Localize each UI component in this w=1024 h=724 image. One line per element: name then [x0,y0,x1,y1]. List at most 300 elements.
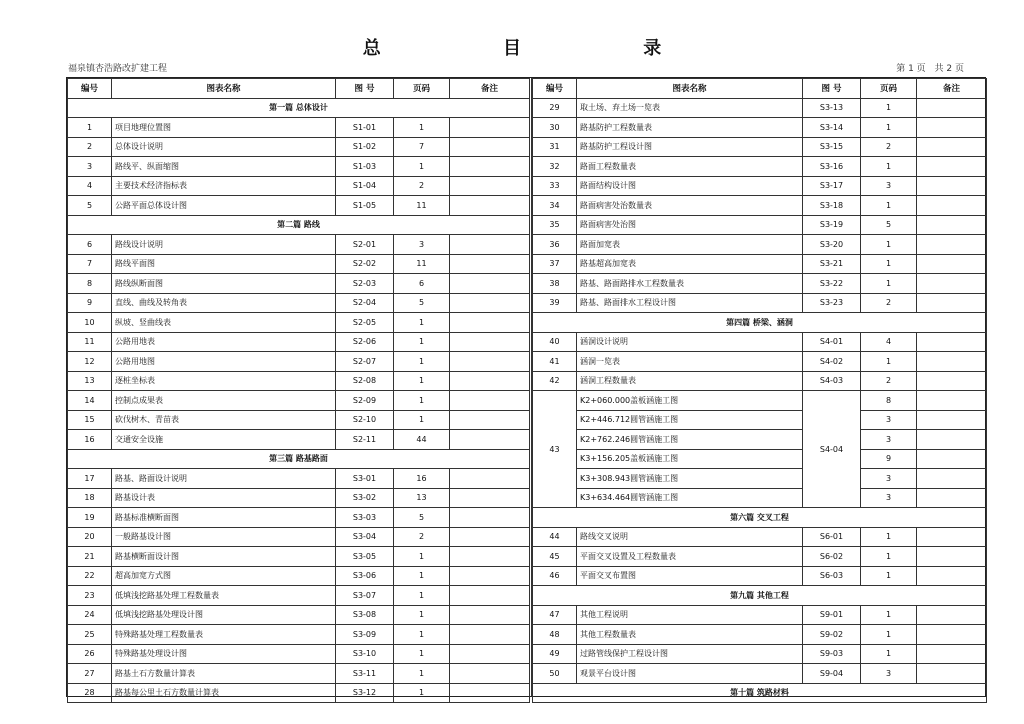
item-number: 18 [68,488,112,508]
table-row [533,215,987,235]
table-row [68,196,530,216]
item-number: 35 [533,215,577,235]
page-count: 3 [861,469,917,489]
drawing-code: S3-05 [336,547,394,567]
drawing-code: S6-02 [803,547,861,567]
item-number: 13 [68,371,112,391]
page-count: 3 [861,430,917,450]
drawing-name: 公路平面总体设计图 [112,196,336,216]
item-number: 3 [68,157,112,177]
drawing-name: 一般路基设计图 [112,527,336,547]
page-count: 8 [861,391,917,411]
table-row [68,137,530,157]
header-row [533,79,987,99]
item-number: 43 [533,391,577,508]
catalog-table-right [532,78,987,703]
section-row [533,313,987,333]
drawing-name: 路基横断面设计图 [112,547,336,567]
drawing-code: S3-02 [336,488,394,508]
drawing-code: S9-04 [803,664,861,684]
page-count: 1 [861,118,917,138]
item-number: 15 [68,410,112,430]
item-number: 14 [68,391,112,411]
remark [450,430,530,450]
page-count: 3 [394,235,450,255]
item-number: 44 [533,527,577,547]
remark [450,469,530,489]
drawing-name: 涵洞工程数量表 [577,371,803,391]
drawing-code: S3-12 [336,683,394,703]
item-number: 34 [533,196,577,216]
table-row [68,254,530,274]
header-name: 图表名称 [577,79,803,99]
remark [450,196,530,216]
remark [917,430,987,450]
drawing-name: 路面加宽表 [577,235,803,255]
table-row [68,586,530,606]
drawing-code: S3-08 [336,605,394,625]
remark [450,137,530,157]
remark [450,332,530,352]
item-number: 29 [533,98,577,118]
remark [917,352,987,372]
remark [450,118,530,138]
header-no: 编号 [68,79,112,99]
header-remark: 备注 [450,79,530,99]
drawing-name: 公路用地表 [112,332,336,352]
section-row [68,449,530,469]
remark [917,527,987,547]
item-number: 24 [68,605,112,625]
page-count: 4 [861,332,917,352]
drawing-code: S2-10 [336,410,394,430]
table-row [533,118,987,138]
section-row [68,98,530,118]
drawing-name: 路基设计表 [112,488,336,508]
drawing-name: 其他工程说明 [577,605,803,625]
item-number: 46 [533,566,577,586]
page-count: 1 [394,410,450,430]
remark [450,508,530,528]
table-row [533,157,987,177]
remark [450,527,530,547]
page-count: 11 [394,254,450,274]
drawing-name: 其他工程数量表 [577,625,803,645]
table-row [533,547,987,567]
remark [450,274,530,294]
remark [917,235,987,255]
remark [450,625,530,645]
page-count: 9 [861,449,917,469]
page-count: 1 [861,605,917,625]
table-row [68,157,530,177]
drawing-name: 砍伐树木、青苗表 [112,410,336,430]
section-title: 第三篇 路基路面 [68,449,530,469]
table-row [533,235,987,255]
item-number: 17 [68,469,112,489]
item-number: 16 [68,430,112,450]
remark [917,605,987,625]
table-row [533,527,987,547]
drawing-code: S3-11 [336,664,394,684]
drawing-name: 观景平台设计图 [577,664,803,684]
table-row [533,176,987,196]
item-number: 1 [68,118,112,138]
table-row [68,371,530,391]
drawing-name: 纵坡、竖曲线表 [112,313,336,333]
table-row [533,644,987,664]
drawing-code: S2-11 [336,430,394,450]
item-number: 5 [68,196,112,216]
table-row [68,235,530,255]
table-row [533,469,987,489]
drawing-code: S1-03 [336,157,394,177]
remark [917,566,987,586]
page-count: 1 [861,254,917,274]
drawing-name: 路基防护工程数量表 [577,118,803,138]
drawing-code: S3-19 [803,215,861,235]
drawing-name: 路线平面图 [112,254,336,274]
table-row [533,391,987,411]
table-row [533,664,987,684]
page-count: 1 [394,605,450,625]
item-number: 26 [68,644,112,664]
drawing-name: 逐桩坐标表 [112,371,336,391]
page-count: 1 [394,332,450,352]
drawing-code: S2-09 [336,391,394,411]
remark [917,469,987,489]
remark [450,313,530,333]
page-total: 共 2 页 [934,64,964,74]
table-row [533,352,987,372]
page-count: 1 [394,683,450,703]
drawing-name: 路基、路面排水工程设计图 [577,293,803,313]
page-count: 2 [394,176,450,196]
page-count: 2 [394,527,450,547]
drawing-name: 项目地理位置图 [112,118,336,138]
drawing-code: S3-16 [803,157,861,177]
section-title: 第九篇 其他工程 [533,586,987,606]
remark [450,664,530,684]
item-number: 23 [68,586,112,606]
drawing-name: K3+156.205盖板涵施工图 [577,449,803,469]
remark [917,137,987,157]
page-count: 1 [861,352,917,372]
drawing-name: K3+634.464圆管涵施工图 [577,488,803,508]
remark [450,293,530,313]
remark [450,371,530,391]
remark [917,547,987,567]
header-pages: 页码 [394,79,450,99]
remark [917,118,987,138]
drawing-name: 路面工程数量表 [577,157,803,177]
page-count: 3 [861,410,917,430]
drawing-name: 平面交叉设置及工程数量表 [577,547,803,567]
table-row [68,683,530,703]
item-number: 37 [533,254,577,274]
page-count: 5 [394,508,450,528]
item-number: 41 [533,352,577,372]
item-number: 42 [533,371,577,391]
item-number: 7 [68,254,112,274]
drawing-code: S2-07 [336,352,394,372]
page-count: 1 [861,527,917,547]
section-row [533,586,987,606]
item-number: 12 [68,352,112,372]
drawing-name: 路面病害处治图 [577,215,803,235]
page-count: 1 [861,235,917,255]
drawing-code: S9-03 [803,644,861,664]
drawing-code: S3-22 [803,274,861,294]
remark [450,488,530,508]
drawing-name: 低填浅挖路基处理工程数量表 [112,586,336,606]
table-row [68,488,530,508]
remark [917,371,987,391]
drawing-name: 路线设计说明 [112,235,336,255]
drawing-name: 特殊路基处理设计图 [112,644,336,664]
page-count: 1 [861,625,917,645]
item-number: 28 [68,683,112,703]
drawing-name: 平面交叉布置图 [577,566,803,586]
drawing-code: S3-01 [336,469,394,489]
drawing-code: S3-04 [336,527,394,547]
remark [450,586,530,606]
drawing-code: S3-14 [803,118,861,138]
table-row [68,313,530,333]
drawing-name: 路基超高加宽表 [577,254,803,274]
drawing-name: 路基、路面设计说明 [112,469,336,489]
remark [917,176,987,196]
drawing-name: 总体设计说明 [112,137,336,157]
item-number: 32 [533,157,577,177]
drawing-name: 路面结构设计图 [577,176,803,196]
drawing-code: S6-01 [803,527,861,547]
drawing-name: 交通安全设施 [112,430,336,450]
item-number: 50 [533,664,577,684]
drawing-code: S9-01 [803,605,861,625]
section-title: 第二篇 路线 [68,215,530,235]
drawing-code: S2-03 [336,274,394,294]
section-row [533,508,987,528]
page-count: 5 [861,215,917,235]
table-row [68,625,530,645]
drawing-name: 路基标准横断面图 [112,508,336,528]
header-no: 编号 [533,79,577,99]
item-number: 31 [533,137,577,157]
drawing-code: S3-09 [336,625,394,645]
section-row [68,215,530,235]
header-code: 图 号 [803,79,861,99]
header-code: 图 号 [336,79,394,99]
item-number: 2 [68,137,112,157]
table-row [533,410,987,430]
drawing-code: S4-02 [803,352,861,372]
page-count: 1 [861,547,917,567]
header-row [68,79,530,99]
remark [917,215,987,235]
drawing-code: S6-03 [803,566,861,586]
section-row [533,683,987,703]
remark [917,98,987,118]
drawing-name: 取土场、弃土场一览表 [577,98,803,118]
table-row [68,410,530,430]
item-number: 11 [68,332,112,352]
drawing-code: S3-07 [336,586,394,606]
drawing-code: S2-05 [336,313,394,333]
item-number: 22 [68,566,112,586]
table-row [533,137,987,157]
drawing-code: S3-10 [336,644,394,664]
drawing-code: S9-02 [803,625,861,645]
item-number: 30 [533,118,577,138]
remark [450,254,530,274]
item-number: 40 [533,332,577,352]
drawing-code: S2-01 [336,235,394,255]
table-row [68,391,530,411]
table-row [533,293,987,313]
page-count: 1 [394,664,450,684]
drawing-name: K2+762.246圆管涵施工图 [577,430,803,450]
drawing-name: 低填浅挖路基处理设计图 [112,605,336,625]
item-number: 49 [533,644,577,664]
drawing-code: S3-23 [803,293,861,313]
drawing-name: K3+308.943圆管涵施工图 [577,469,803,489]
table-row [533,274,987,294]
remark [917,293,987,313]
table-row [68,664,530,684]
table-row [68,332,530,352]
remark [917,274,987,294]
drawing-code: S4-04 [803,391,861,508]
remark [917,644,987,664]
catalog-table-left [67,78,530,703]
page-count: 16 [394,469,450,489]
page-count: 2 [861,137,917,157]
table-row [533,332,987,352]
section-title: 第一篇 总体设计 [68,98,530,118]
remark [450,683,530,703]
drawing-name: 路基土石方数量计算表 [112,664,336,684]
page-count: 1 [861,644,917,664]
drawing-code: S4-03 [803,371,861,391]
drawing-code: S3-20 [803,235,861,255]
header-name: 图表名称 [112,79,336,99]
table-row [533,98,987,118]
page-count: 44 [394,430,450,450]
drawing-name: 路线平、纵面缩图 [112,157,336,177]
catalog-frame [66,77,986,697]
table-row [68,274,530,294]
item-number: 20 [68,527,112,547]
item-number: 39 [533,293,577,313]
table-row [68,644,530,664]
drawing-name: K2+446.712圆管涵施工图 [577,410,803,430]
section-title: 第六篇 交叉工程 [533,508,987,528]
table-row [533,566,987,586]
page-count: 3 [861,176,917,196]
table-row [68,293,530,313]
header-pages: 页码 [861,79,917,99]
item-number: 10 [68,313,112,333]
item-number: 4 [68,176,112,196]
page-count: 1 [861,566,917,586]
page-count: 1 [394,352,450,372]
item-number: 45 [533,547,577,567]
table-row [68,118,530,138]
item-number: 6 [68,235,112,255]
item-number: 9 [68,293,112,313]
remark [450,566,530,586]
drawing-code: S3-18 [803,196,861,216]
drawing-code: S3-06 [336,566,394,586]
remark [450,605,530,625]
drawing-name: 路基、路面路排水工程数量表 [577,274,803,294]
table-row [68,566,530,586]
header-remark: 备注 [917,79,987,99]
remark [450,547,530,567]
remark [917,488,987,508]
item-number: 36 [533,235,577,255]
drawing-name: 路基防护工程设计图 [577,137,803,157]
drawing-code: S2-02 [336,254,394,274]
drawing-code: S3-03 [336,508,394,528]
page-count: 1 [861,98,917,118]
item-number: 33 [533,176,577,196]
page-count: 1 [861,196,917,216]
drawing-code: S4-01 [803,332,861,352]
drawing-name: 超高加宽方式图 [112,566,336,586]
page-count: 1 [394,313,450,333]
table-row [533,625,987,645]
remark [917,196,987,216]
drawing-name: 路线交叉说明 [577,527,803,547]
remark [917,410,987,430]
page-title: 总 目 录 [362,38,720,59]
item-number: 21 [68,547,112,567]
drawing-code: S3-21 [803,254,861,274]
remark [450,644,530,664]
table-row [68,352,530,372]
remark [450,235,530,255]
remark [917,254,987,274]
item-number: 25 [68,625,112,645]
table-row [68,176,530,196]
section-title: 第四篇 桥梁、涵洞 [533,313,987,333]
drawing-name: 路基每公里土石方数量计算表 [112,683,336,703]
page-count: 1 [394,157,450,177]
drawing-code: S1-02 [336,137,394,157]
drawing-name: 公路用地图 [112,352,336,372]
remark [917,391,987,411]
table-row [533,196,987,216]
page-count: 1 [861,157,917,177]
drawing-name: 特殊路基处理工程数量表 [112,625,336,645]
remark [450,410,530,430]
drawing-code: S1-01 [336,118,394,138]
drawing-name: K2+060.000盖板涵施工图 [577,391,803,411]
drawing-code: S1-05 [336,196,394,216]
drawing-name: 控制点成果表 [112,391,336,411]
page-count: 1 [394,566,450,586]
remark [450,157,530,177]
page-count: 11 [394,196,450,216]
table-row [68,527,530,547]
page-count: 6 [394,274,450,294]
table-row [533,605,987,625]
page-count: 1 [394,625,450,645]
section-title: 第十篇 筑路材料 [533,683,987,703]
table-row [68,547,530,567]
